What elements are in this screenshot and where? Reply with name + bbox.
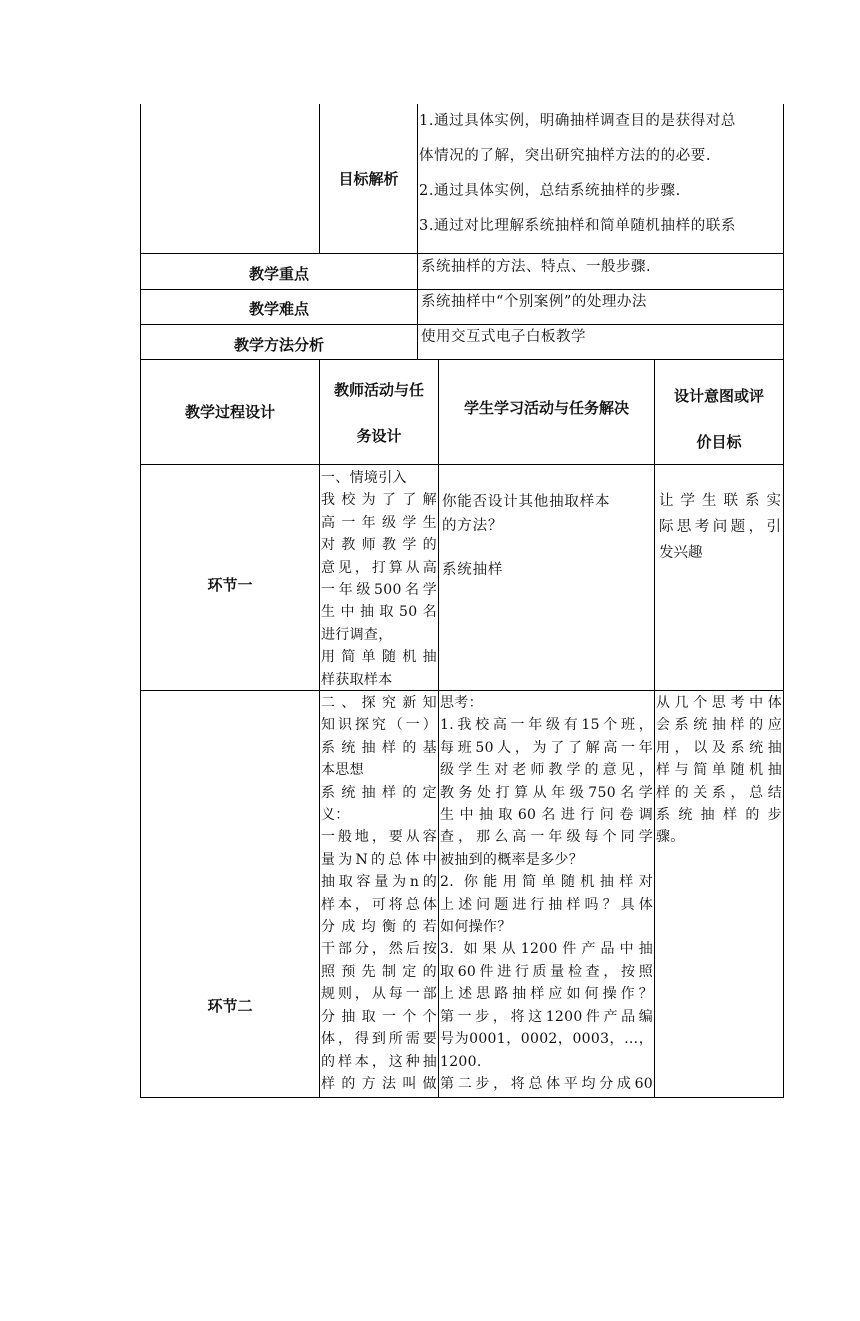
stage2-student-line: 每班50人，为了了解高一年 xyxy=(440,739,653,756)
rule-right-edge xyxy=(783,104,784,1098)
stage2-student-line: 1200. xyxy=(440,1053,482,1070)
stage2-intent-line: 样的关系，总结 xyxy=(656,784,782,801)
stage1-teacher-line: 一、情境引入 xyxy=(321,470,407,486)
stage2-student-line: 上述问题进行抽样吗？具体 xyxy=(440,896,653,913)
stage2-teacher-line: 量为N的总体中 xyxy=(321,851,437,868)
stage1-teacher-line: 我校为了了解 xyxy=(321,492,437,509)
stage1-teacher-line: 样获取样本 xyxy=(321,671,393,688)
stage1-student-line: 的方法？ xyxy=(442,518,504,534)
stage1-student xyxy=(442,490,652,582)
stage2-teacher-line: 分成均衡的若 xyxy=(321,919,437,936)
stage2-student-line: 生中抽取60名进行问卷调 xyxy=(440,807,653,824)
rule-key-bottom xyxy=(140,289,784,290)
difficulty-text: 系统抽样中“个别案例”的处理办法 xyxy=(421,294,647,310)
key-point-text: 系统抽样的方法、特点、一般步骤. xyxy=(421,259,652,275)
stage2-student-line: 3. 如果从1200件产品中抽 xyxy=(440,941,653,958)
stage2-teacher-line: 抽取容量为n的 xyxy=(321,874,437,891)
stage2-teacher-line: 分抽取一个个 xyxy=(321,1008,437,1025)
stage2-teacher-line: 知识探究（一） xyxy=(321,717,437,734)
stage1-teacher xyxy=(321,467,437,691)
stage1-intent-line: 让学生联系实 xyxy=(659,493,781,509)
stage1-teacher-line: 一年级500名学 xyxy=(321,582,437,599)
stage2-student-line: 1.我校高一年级有15个班， xyxy=(440,717,653,734)
rule-goal-col2 xyxy=(417,104,418,360)
rule-proc-col1 xyxy=(319,359,320,1098)
method-label: 教学方法分析 xyxy=(233,335,324,354)
goal-items xyxy=(419,109,783,253)
stage2-student-line: 取60件进行质量检查，按照 xyxy=(440,963,653,980)
stage1-student-line: 你能否设计其他抽取样本 xyxy=(442,494,611,510)
goal-item: 1.通过具体实例，明确抽样调查目的是获得对总 xyxy=(419,113,737,129)
rule-goal-bottom xyxy=(140,253,784,254)
stage2-intent xyxy=(656,692,782,849)
stage2-intent-line: 从几个思考中体 xyxy=(656,695,782,711)
process-col-design: 教学过程设计 xyxy=(184,403,275,421)
stage2-student-line: 2. 你能用简单随机抽样对 xyxy=(440,874,653,891)
stage2-student-line: 级学生对老师教学的意见， xyxy=(440,762,653,779)
stage2-student xyxy=(440,692,653,1095)
rule-proc-col2 xyxy=(438,359,439,1098)
stage2-label: 环节二 xyxy=(207,997,253,1015)
stage1-student-answer: 系统抽样 xyxy=(442,562,504,578)
stage2-teacher-line: 干部分，然后按 xyxy=(321,941,437,958)
stage2-teacher-line: 样的方法叫做 xyxy=(321,1075,437,1092)
stage2-teacher-line: 系统抽样的定 xyxy=(321,784,437,801)
stage2-teacher-line: 本思想 xyxy=(321,762,364,779)
goal-item: 体情况的了解，突出研究抽样方法的的必要. xyxy=(419,148,712,164)
stage2-student-line: 第一步，将这1200件产品编 xyxy=(440,1008,653,1025)
stage2-teacher-line: 样本，可将总体 xyxy=(321,896,437,913)
difficulty-label: 教学难点 xyxy=(248,299,309,318)
stage2-teacher-line: 二、探究新知 xyxy=(321,695,437,711)
stage1-intent-line: 际思考问题，引 xyxy=(659,519,781,535)
stage2-intent-line: 骤。 xyxy=(656,829,685,846)
stage1-teacher-line: 进行调查， xyxy=(321,626,393,643)
process-col-intent-line: 价目标 xyxy=(696,433,742,451)
goal-label: 目标解析 xyxy=(338,169,399,188)
stage2-teacher xyxy=(321,692,437,1095)
stage1-intent-line: 发兴趣 xyxy=(659,545,703,561)
key-point-label: 教学重点 xyxy=(248,264,309,283)
stage2-intent-line: 样与简单随机抽 xyxy=(656,762,782,779)
stage2-teacher-line: 体，得到所需要 xyxy=(321,1031,437,1048)
stage2-teacher-line: 一般地，要从容 xyxy=(321,829,437,846)
stage2-student-line: 查，那么高一年级每个同学 xyxy=(440,829,653,846)
stage1-teacher-line: 意见，打算从高 xyxy=(321,559,437,576)
stage2-student-line: 被抽到的概率是多少？ xyxy=(440,851,583,868)
method-text: 使用交互式电子白板教学 xyxy=(421,329,586,345)
stage2-student-line: 如何操作？ xyxy=(440,919,512,936)
stage2-intent-line: 会系统抽样的应 xyxy=(656,717,782,734)
stage2-student-line: 上述思路抽样应如何操作？ xyxy=(440,986,653,1003)
stage1-teacher-line: 高一年级学生 xyxy=(321,514,437,531)
process-col-student: 学生学习活动与任务解决 xyxy=(463,398,629,417)
stage2-intent-line: 系统抽样的步 xyxy=(656,807,782,824)
process-col-teacher-line: 教师活动与任 xyxy=(333,381,424,399)
goal-item: 2.通过具体实例，总结系统抽样的步骤. xyxy=(419,183,681,199)
process-col-intent-line: 设计意图或评 xyxy=(673,387,764,405)
stage2-student-line: 思考： xyxy=(440,695,483,711)
goal-item: 3.通过对比理解系统抽样和简单随机抽样的联系 xyxy=(419,218,737,234)
stage1-teacher-line: 生中抽取50名 xyxy=(321,604,437,621)
stage2-student-line: 教务处打算从年级750名学 xyxy=(440,784,653,801)
stage2-student-line: 号为0001，0002，0003，…， xyxy=(440,1031,653,1048)
process-col-teacher-line: 务设计 xyxy=(356,427,402,445)
rule-proc-col3 xyxy=(654,359,655,1098)
stage1-intent xyxy=(659,488,781,566)
stage2-teacher-line: 规则，从每一部 xyxy=(321,986,437,1003)
stage2-teacher-line: 的样本，这种抽 xyxy=(321,1053,437,1070)
stage1-teacher-line: 对教师教学的 xyxy=(321,537,437,554)
stage2-teacher-line: 照预先制定的 xyxy=(321,963,437,980)
stage2-teacher-line: 系统抽样的基 xyxy=(321,739,437,756)
process-col-teacher xyxy=(320,378,438,448)
stage2-intent-line: 用，以及系统抽 xyxy=(656,739,782,756)
stage1-label: 环节一 xyxy=(207,576,253,594)
process-col-intent xyxy=(655,384,783,454)
rule-diff-bottom xyxy=(140,324,784,325)
stage2-teacher-line: 义： xyxy=(321,807,350,824)
stage2-student-line: 第二步，将总体平均分成60 xyxy=(440,1075,653,1092)
stage1-teacher-line: 用简单随机抽 xyxy=(321,649,437,666)
